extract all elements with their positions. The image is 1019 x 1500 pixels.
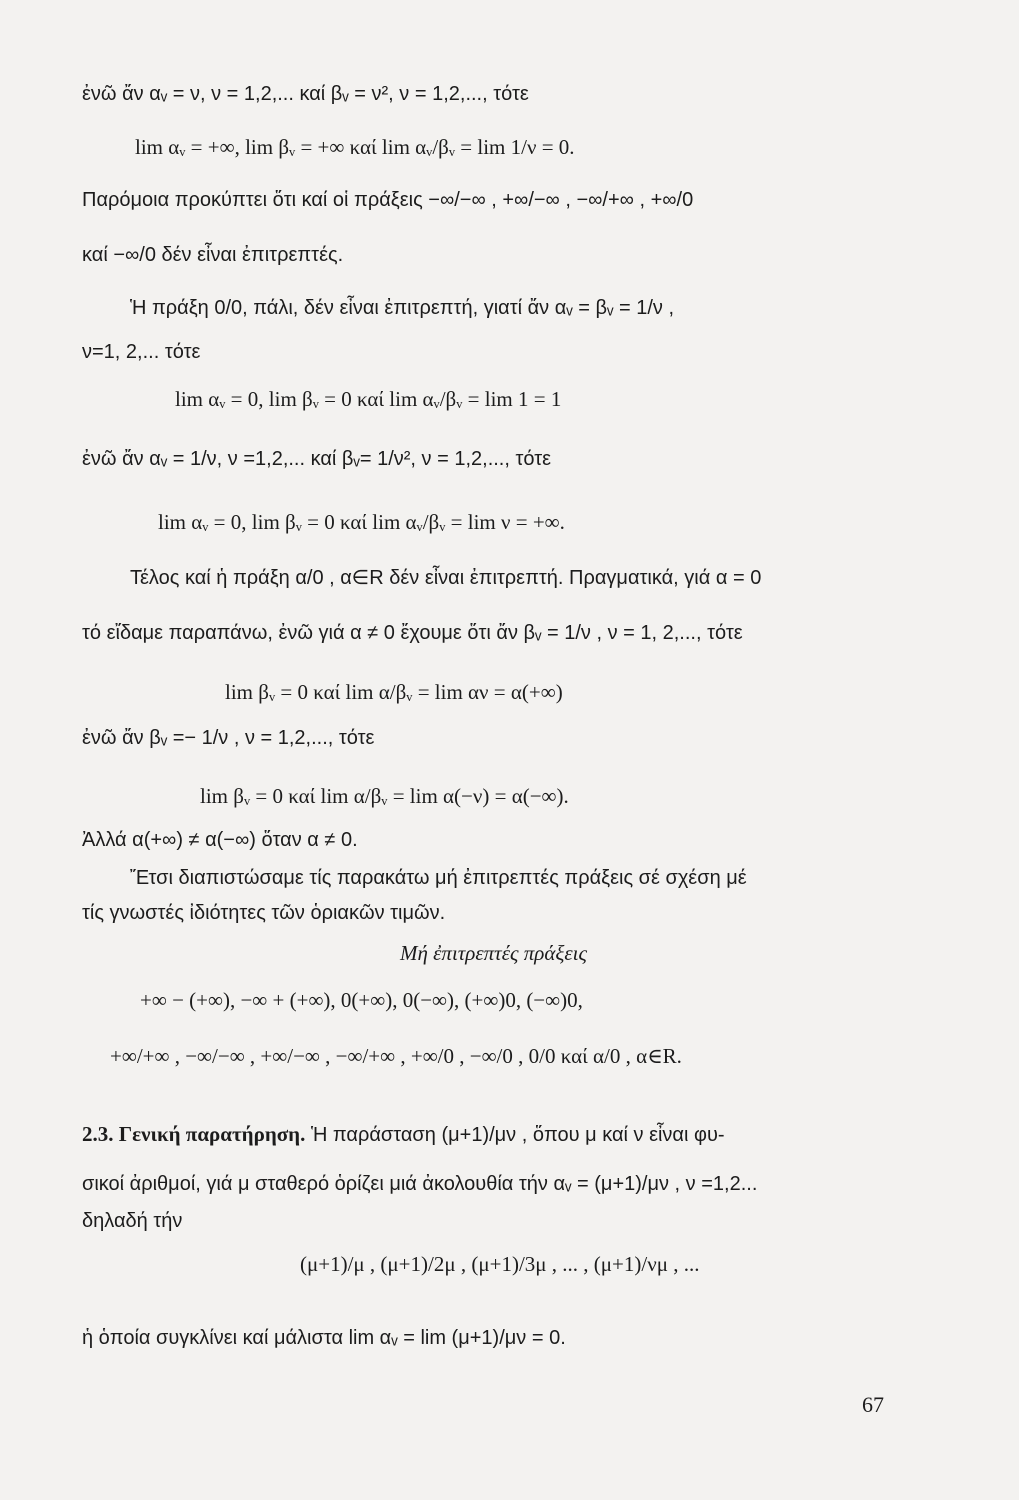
text-line: ἡ ὁποία συγκλίνει καί μάλιστα lim αᵥ = lim (μ+1)/μν = 0. bbox=[82, 1327, 566, 1349]
text-line: ἐνῶ ἄν βᵥ =− 1/ν , ν = 1,2,..., τότε bbox=[82, 727, 375, 749]
subsection-title: Μή ἐπιτρεπτές πράξεις bbox=[400, 941, 587, 965]
section-text-continued: ὅπου μ καί ν εἶναι φυ- bbox=[532, 1124, 725, 1146]
formula-line: lim βᵥ = 0 καί lim α/βᵥ = lim α(−ν) = α(−∞). bbox=[200, 784, 569, 808]
text-line: Παρόμοια προκύπτει ὅτι καί οἱ πράξεις −∞/−∞ , +∞/−∞ , −∞/+∞ , +∞/0 bbox=[82, 189, 694, 211]
formula-line: +∞/+∞ , −∞/−∞ , +∞/−∞ , −∞/+∞ , +∞/0 , −∞/0 , 0/0 καί α/0 , α∈R. bbox=[110, 1044, 682, 1068]
formula-line: +∞ − (+∞), −∞ + (+∞), 0(+∞), 0(−∞), (+∞)0, (−∞)0, bbox=[140, 988, 583, 1012]
formula-line: lim αᵥ = 0, lim βᵥ = 0 καί lim αᵥ/βᵥ = lim ν = +∞. bbox=[158, 510, 565, 534]
text-line: τό εἴδαμε παραπάνω, ἐνῶ γιά α ≠ 0 ἔχουμε ὅτι ἄν βᵥ = 1/ν , ν = 1, 2,..., τότε bbox=[82, 622, 743, 644]
text-line: δηλαδή τήν bbox=[82, 1210, 183, 1232]
text-line: ν=1, 2,... τότε bbox=[82, 341, 201, 363]
formula-line: lim βᵥ = 0 καί lim α/βᵥ = lim αν = α(+∞) bbox=[225, 680, 563, 704]
formula-line: lim αᵥ = +∞, lim βᵥ = +∞ καί lim αᵥ/βᵥ = lim 1/ν = 0. bbox=[135, 135, 575, 159]
text-line: τίς γνωστές ἰδιότητες τῶν ὁριακῶν τιμῶν. bbox=[82, 902, 446, 924]
text-line: σικοί ἀριθμοί, γιά μ σταθερό ὁρίζει μιά ἀκολουθία τήν αᵥ = (μ+1)/μν , ν =1,2... bbox=[82, 1173, 758, 1195]
text-line: ἐνῶ ἄν αᵥ = 1/ν, ν =1,2,... καί βᵥ= 1/ν², ν = 1,2,..., τότε bbox=[82, 448, 552, 470]
text-line: ἐνῶ ἄν αᵥ = ν, ν = 1,2,... καί βᵥ = ν², ν = 1,2,..., τότε bbox=[82, 83, 529, 105]
text-line: Τέλος καί ἡ πράξη α/0 , α∈R δέν εἶναι ἐπιτρεπτή. Πραγματικά, γιά α = 0 bbox=[130, 567, 762, 589]
section-heading: 2.3. Γενική παρατήρηση. bbox=[82, 1122, 306, 1146]
section-text: Ἡ παράσταση (μ+1)/μν , bbox=[310, 1124, 528, 1146]
formula-line: lim αᵥ = 0, lim βᵥ = 0 καί lim αᵥ/βᵥ = lim 1 = 1 bbox=[175, 387, 562, 411]
section-line bbox=[82, 1122, 725, 1147]
text-line: Ἡ πράξη 0/0, πάλι, δέν εἶναι ἐπιτρεπτή, γιατί ἄν αᵥ = βᵥ = 1/ν , bbox=[130, 297, 675, 319]
text-line: Ἔτσι διαπιστώσαμε τίς παρακάτω μή ἐπιτρεπτές πράξεις σέ σχέση μέ bbox=[130, 867, 747, 889]
text-line: Ἀλλά α(+∞) ≠ α(−∞) ὅταν α ≠ 0. bbox=[82, 829, 358, 851]
formula-line: (μ+1)/μ , (μ+1)/2μ , (μ+1)/3μ , ... , (μ+1)/νμ , ... bbox=[300, 1252, 700, 1276]
text-line: καί −∞/0 δέν εἶναι ἐπιτρεπτές. bbox=[82, 244, 344, 266]
page-number: 67 bbox=[862, 1392, 884, 1417]
